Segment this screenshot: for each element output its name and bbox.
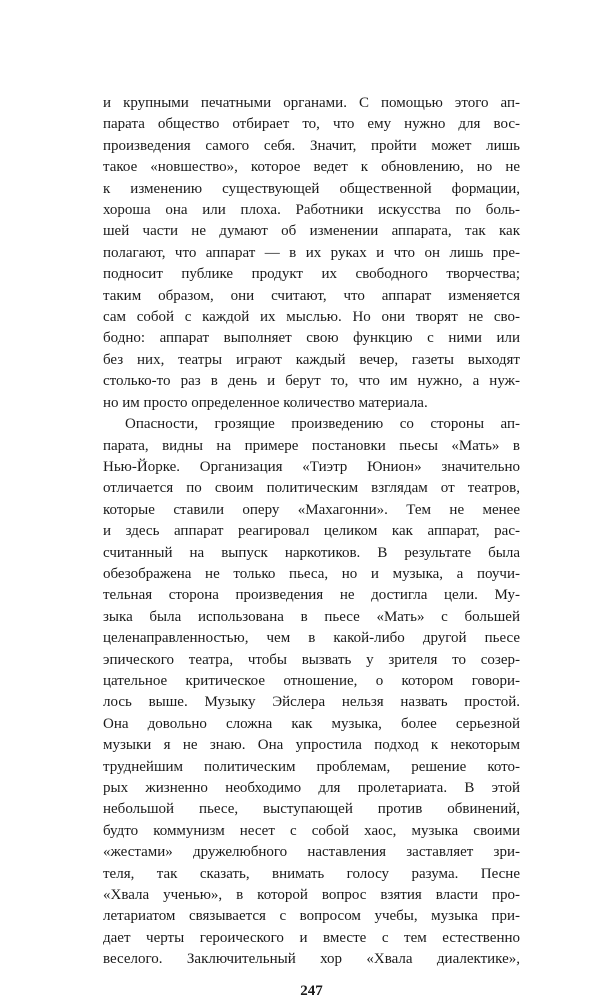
text-line: таким образом, они считают, что аппарат изменяется <box>103 287 520 304</box>
text-line: «Хвала ученью», в которой вопрос взятия власти про- <box>103 887 520 904</box>
paragraph <box>103 93 520 414</box>
text-line: труднейшим политическим проблемам, решение кото- <box>103 758 520 775</box>
text-line: летариатом связывается с вопросом учебы, музыка при- <box>103 908 520 925</box>
text-line: небольшой пьесе, выступающей против обвинений, <box>103 801 520 818</box>
text-line: цательное критическое отношение, о котором говори- <box>103 672 520 689</box>
text-line: отличается по своим политическим взглядам от театров, <box>103 480 520 497</box>
text-line: будто коммунизм несет с собой хаос, музыка своими <box>103 822 520 839</box>
text-line: Она довольно сложна как музыка, более серьезной <box>103 715 520 732</box>
text-line: бодно: аппарат выполняет свою функцию с ними или <box>103 330 520 347</box>
text-line: зыка была использована в пьесе «Мать» с большей <box>103 608 520 625</box>
text-line: произведения самого себя. Значит, пройти может лишь <box>103 137 520 154</box>
text-line: сам собой с каждой их мыслью. Но они творят не сво- <box>103 309 520 326</box>
text-line: подносит публике продукт их свободного творчества; <box>103 266 520 283</box>
page-number: 247 <box>300 982 323 999</box>
text-line: рых жизненно необходимо для пролетариата. В этой <box>103 780 520 796</box>
text-line: парата, видны на примере постановки пьесы «Мать» в <box>103 437 520 454</box>
text-line: дает черты героического и вместе с тем естественно <box>103 929 520 946</box>
text-line: «жестами» дружелюбного наставления заставляет зри- <box>103 844 520 861</box>
text-line: лось выше. Музыку Эйслера нельзя назвать простой. <box>103 694 520 711</box>
text-line: к изменению существующей общественной формации, <box>103 180 520 197</box>
text-line: без них, театры играют каждый вечер, газеты выходят <box>103 351 520 368</box>
text-line: парата общество отбирает то, что ему нужно для вос- <box>103 116 520 133</box>
text-line: музыки я не знаю. Она упростила подход к некоторым <box>103 737 520 754</box>
text-line: теля, так сказать, внимать голосу разума. Песне <box>103 865 520 882</box>
text-line: целенаправленностью, чем в какой-либо другой пьесе <box>103 630 520 647</box>
text-line: и здесь аппарат реагировал целиком как аппарат, рас- <box>103 523 520 540</box>
text-line: полагают, что аппарат — в их руках и что он лишь пре- <box>103 244 520 261</box>
text-line: эпического театра, чтобы вызвать у зрителя то созер- <box>103 651 520 668</box>
text-line: Опасности, грозящие произведению со стороны ап- <box>125 416 520 433</box>
page <box>103 93 520 1001</box>
text-line: шей части не думают об изменении аппарата, так как <box>103 223 520 240</box>
text-line: которые ставили оперу «Махагонни». Тем не менее <box>103 501 520 518</box>
text-line: такое «новшество», которое ведет к обновлению, но не <box>103 159 520 176</box>
text-line: веселого. Заключительный хор «Хвала диалектике», <box>103 951 520 968</box>
body-text <box>103 93 520 971</box>
text-line: тельная сторона произведения не достигла цели. Му- <box>103 587 520 604</box>
text-line: столько-то раз в день и берут то, что им нужно, а нуж- <box>103 373 520 390</box>
text-line: Нью-Йорке. Организация «Тиэтр Юнион» значительно <box>103 458 520 475</box>
paragraph <box>103 414 520 971</box>
text-line: считанный на выпуск наркотиков. В результате была <box>103 544 520 561</box>
text-line: обезображена не только пьеса, но и музыка, а поучи- <box>103 565 520 582</box>
text-line: и крупными печатными органами. С помощью этого ап- <box>103 95 520 111</box>
text-line: но им просто определенное количество материала. <box>103 394 428 411</box>
text-line: хороша она или плоха. Работники искусства по боль- <box>103 202 520 219</box>
